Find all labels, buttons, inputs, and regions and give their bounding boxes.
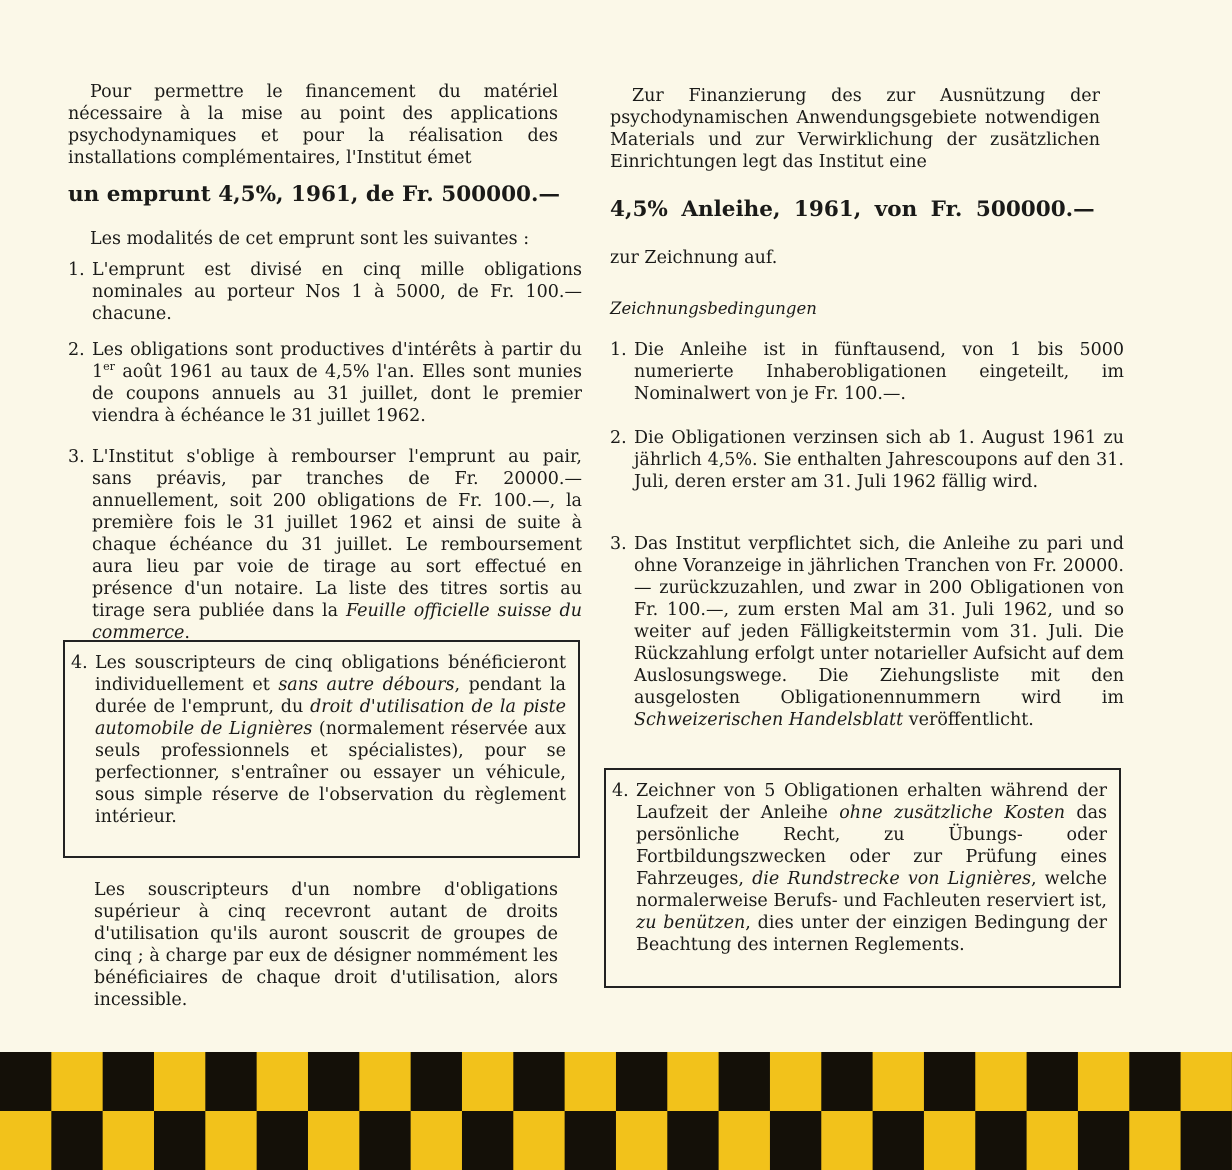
german-box-item-4 xyxy=(604,768,1121,988)
checker-square-black xyxy=(257,1111,309,1170)
checker-square-black xyxy=(1181,1111,1232,1170)
checker-square-black xyxy=(359,1111,411,1170)
checker-square-yellow xyxy=(616,1111,668,1170)
box-item xyxy=(71,652,566,828)
item-italic: Schweizerischen Handelsblatt xyxy=(634,710,904,730)
superscript: er xyxy=(103,360,115,374)
french-modalities: Les modalités de cet emprunt sont les suivantes : xyxy=(90,229,530,249)
checker-square-yellow xyxy=(1181,1052,1232,1112)
checker-square-yellow xyxy=(1027,1111,1079,1170)
checker-square-black xyxy=(1129,1052,1181,1112)
french-item-1 xyxy=(68,259,582,325)
french-heading: un emprunt 4,5%, 1961, de Fr. 500000.— xyxy=(68,182,560,207)
checker-square-black xyxy=(154,1111,206,1170)
checker-square-black xyxy=(103,1052,155,1112)
checker-square-yellow xyxy=(359,1052,411,1112)
checker-square-yellow xyxy=(821,1111,873,1170)
checker-square-yellow xyxy=(565,1052,617,1112)
checker-square-black xyxy=(51,1111,103,1170)
checker-square-black xyxy=(1027,1052,1079,1112)
item-number: 4. xyxy=(612,781,629,801)
checker-square-black xyxy=(205,1052,257,1112)
german-intro: Zur Finanzierung des zur Ausnützung der psychodynamischen Anwendungsgebiete notwendigen Materials und zur Verwirklichung der zusätzlichen Einrichtungen legt das Institut eine xyxy=(610,86,1100,172)
box-text: Zeichner von 5 Obligationen erhalten während der Laufzeit der Anleihe xyxy=(636,781,1107,823)
checker-square-black xyxy=(462,1111,514,1170)
box-text: Les souscripteurs de cinq obligations bénéficieront individuellement et xyxy=(95,653,566,695)
checker-square-yellow xyxy=(1078,1052,1130,1112)
box-text: , welche normalerweise Berufs- und Fachleuten reserviert ist, xyxy=(636,869,1107,911)
checker-square-black xyxy=(411,1052,463,1112)
german-item-3 xyxy=(610,533,1124,731)
german-item-1 xyxy=(610,339,1124,405)
item-text: Les obligations sont productives d'intérêts à partir du 1 xyxy=(92,340,582,382)
box-italic: die Rundstrecke von Lignières xyxy=(752,869,1031,889)
box-italic: ohne zusätzliche Kosten xyxy=(839,803,1065,823)
item-number: 3. xyxy=(610,534,627,554)
german-item-2 xyxy=(610,427,1124,493)
french-item-2 xyxy=(68,339,582,427)
item-text: L'Institut s'oblige à rembourser l'emprunt au pair, sans préavis, par tranches de Fr. 20000.— annuellement, soit 200 obligations de Fr. 100.—, la première fois le 31 juillet 1962 et ainsi de suite à chaque échéance du 31 juillet. Le remboursement aura lieu par voie de tirage au sort effectué en présence d'un notaire. La liste des titres sortis au tirage sera publiée dans la xyxy=(92,447,582,621)
item-number: 2. xyxy=(610,428,627,448)
box-italic: zu benützen xyxy=(636,913,746,933)
checker-square-yellow xyxy=(462,1052,514,1112)
checker-square-yellow xyxy=(257,1052,309,1112)
french-intro: Pour permettre le financement du matériel nécessaire à la mise au point des applications psychodynamiques et pour la réalisation des installations complémentaires, l'Institut émet xyxy=(68,82,558,168)
item-text: Das Institut verpflichtet sich, die Anleihe zu pari und ohne Voranzeige in jährlichen Tranchen von Fr. 20000.— zurückzuzahlen, und zwar in 200 Obligationen von Fr. 100.—, zum ersten Mal am 31. Juli 1962, und so weiter auf jeden Fälligkeitstermin vom 31. Juli. Die Rückzahlung erfolgt unter notarieller Aufsicht auf dem Auslosungswege. Die Ziehungsliste mit den ausgelosten Obligationennummern wird im xyxy=(634,534,1124,708)
french-box-item-4 xyxy=(63,640,580,858)
item-italic: Feuille officielle suisse du commerce xyxy=(92,601,583,643)
item-number: 2. xyxy=(68,340,85,360)
checker-square-yellow xyxy=(0,1111,52,1170)
item-text-cont: août 1961 au taux de 4,5% l'an. Elles sont munies de coupons annuels au 31 juillet, dont le premier viendra à échéance le 31 juillet 1962. xyxy=(92,362,582,426)
checker-square-black xyxy=(821,1052,873,1112)
checker-square-black xyxy=(770,1111,822,1170)
item-number: 3. xyxy=(68,447,85,467)
checker-square-yellow xyxy=(1129,1111,1181,1170)
german-subscription: zur Zeichnung auf. xyxy=(610,248,778,268)
checker-square-yellow xyxy=(513,1111,565,1170)
item-text: Die Anleihe ist in fünftausend, von 1 bis 5000 numerierte Inhaberobligationen eingeteilt, im Nominalwert von je Fr. 100.—. xyxy=(634,340,1124,404)
checker-square-yellow xyxy=(975,1052,1027,1112)
checker-square-yellow xyxy=(667,1052,719,1112)
item-text: L'emprunt est divisé en cinq mille obligations nominales au porteur Nos 1 à 5000, de Fr. 100.— chacune. xyxy=(92,260,582,324)
checker-square-black xyxy=(0,1052,52,1112)
item-text: Die Obligationen verzinsen sich ab 1. August 1961 zu jährlich 4,5%. Sie enthalten Jahrescoupons auf den 31. Juli, deren erster am 31. Juli 1962 fällig wird. xyxy=(634,428,1124,492)
checker-square-yellow xyxy=(873,1052,925,1112)
checker-square-black xyxy=(565,1111,617,1170)
box-text: das persönliche Recht, zu Übungs- oder Fortbildungszwecken oder zur Prüfung eines Fahrzeuges, xyxy=(636,803,1107,889)
french-closing: Les souscripteurs d'un nombre d'obligations supérieur à cinq recevront autant de droits d'utilisation qu'ils auront souscrit de groupes de cinq ; à charge par eux de désigner nommément les bénéficiaires de chaque droit d'utilisation, alors incessible. xyxy=(94,880,558,1010)
item-number: 1. xyxy=(68,260,85,280)
checker-square-black xyxy=(975,1111,1027,1170)
box-text: , pendant la durée de l'emprunt, du xyxy=(95,675,566,717)
box-text: , dies unter der einzigen Bedingung der Beachtung des internen Reglements. xyxy=(636,913,1107,955)
box-item xyxy=(612,780,1107,956)
checker-square-yellow xyxy=(719,1111,771,1170)
checker-square-yellow xyxy=(154,1052,206,1112)
checker-square-black xyxy=(924,1052,976,1112)
box-italic: droit d'utilisation de la piste automobile de Lignières xyxy=(95,697,566,739)
item-text-cont: veröffentlicht. xyxy=(903,710,1034,730)
checker-square-black xyxy=(1078,1111,1130,1170)
checker-square-yellow xyxy=(103,1111,155,1170)
item-text-cont: . xyxy=(184,623,190,643)
checker-square-black xyxy=(616,1052,668,1112)
checker-square-black xyxy=(873,1111,925,1170)
item-number: 4. xyxy=(71,653,88,673)
german-heading: 4,5% Anleihe, 1961, von Fr. 500000.— xyxy=(610,197,1095,222)
checker-square-yellow xyxy=(924,1111,976,1170)
checker-square-black xyxy=(667,1111,719,1170)
checker-square-yellow xyxy=(51,1052,103,1112)
box-italic: sans autre débours xyxy=(278,675,455,695)
checkered-band xyxy=(0,1052,1232,1170)
checker-square-yellow xyxy=(205,1111,257,1170)
checker-square-black xyxy=(308,1052,360,1112)
box-text: (normalement réservée aux seuls professionnels et spécialistes), pour se perfectionner, s'entraîner ou essayer un véhicule, sous simple réserve de l'observation du règlement intérieur. xyxy=(95,719,567,827)
german-conditions-title: Zeichnungsbedingungen xyxy=(610,299,817,318)
checker-square-yellow xyxy=(770,1052,822,1112)
item-number: 1. xyxy=(610,340,627,360)
checker-square-yellow xyxy=(411,1111,463,1170)
checker-square-black xyxy=(513,1052,565,1112)
checker-square-black xyxy=(719,1052,771,1112)
french-item-3 xyxy=(68,446,582,644)
checker-square-yellow xyxy=(308,1111,360,1170)
